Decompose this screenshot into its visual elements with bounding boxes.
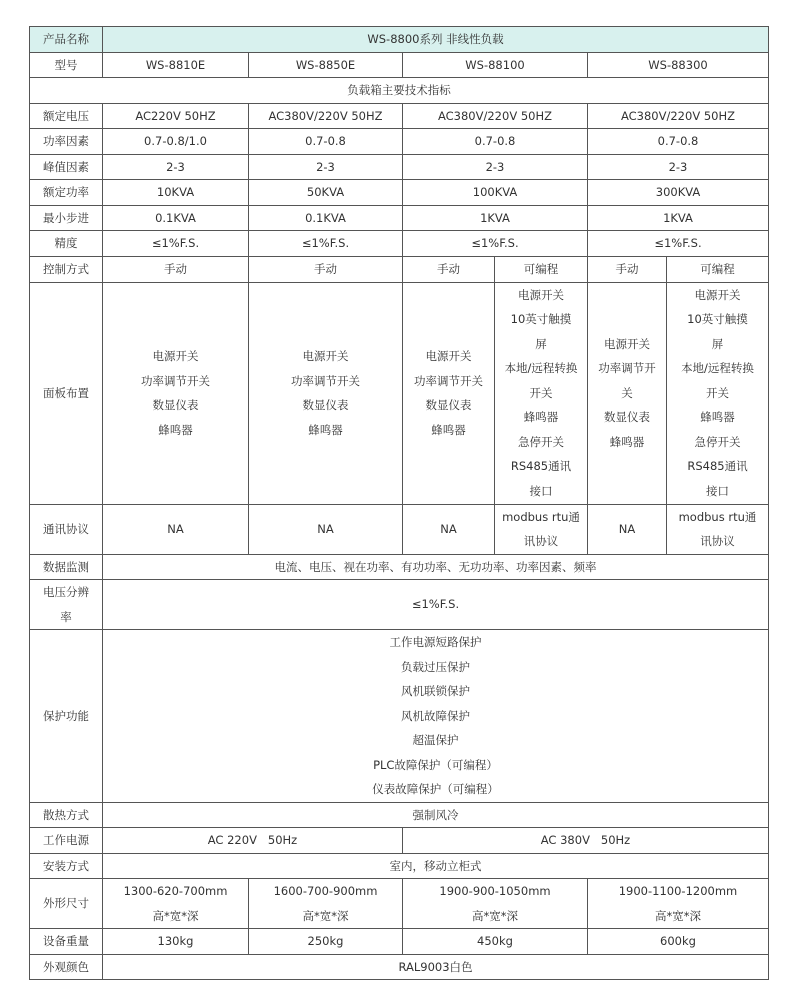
cooling-row	[30, 802, 769, 828]
protection-item: 工作电源短路保护	[389, 635, 482, 649]
min-step-label: 最小步进	[30, 205, 103, 231]
product-name-label: 产品名称	[30, 27, 103, 53]
panel-item: 10英寸触摸	[687, 312, 748, 327]
panel-item: RS485通讯	[510, 459, 572, 474]
panel-item: 接口	[529, 483, 553, 498]
protection-row	[30, 630, 769, 803]
voltage-resolution-row	[30, 580, 769, 630]
weight-cell: 450kg	[403, 929, 588, 955]
voltage-resolution-value: ≤1%F.S.	[103, 580, 769, 630]
power-factor-row	[30, 129, 769, 155]
protocol-line: modbus rtu通	[502, 509, 580, 524]
dimension-note: 高*宽*深	[302, 908, 349, 923]
panel-item: 蜂鸣器	[700, 410, 735, 425]
weight-cell: 600kg	[588, 929, 769, 955]
panel-item: 功率调节开关	[291, 373, 360, 388]
panel-item: 急停开关	[518, 434, 564, 449]
model-label: 型号	[30, 52, 103, 78]
panel-item: 电源开关	[425, 349, 472, 363]
panel-item: 数显仪表	[425, 398, 472, 412]
dimensions-cell	[588, 879, 769, 929]
weight-cell: 130kg	[103, 929, 249, 955]
min-step-cell: 0.1KVA	[103, 205, 249, 231]
voltage-resolution-label	[30, 580, 103, 630]
peak-factor-cell: 2-3	[588, 154, 769, 180]
dimensions-row	[30, 879, 769, 929]
panel-item: 接口	[706, 483, 729, 498]
model-row	[30, 52, 769, 78]
dimension-note: 高*宽*深	[152, 908, 199, 923]
rated-voltage-cell: AC380V/220V 50HZ	[588, 103, 769, 129]
peak-factor-cell: 2-3	[403, 154, 588, 180]
accuracy-cell: ≤1%F.S.	[588, 231, 769, 257]
panel-item: 10英寸触摸	[510, 312, 572, 327]
installation-row	[30, 853, 769, 879]
panel-item: 本地/远程转换	[681, 361, 754, 376]
panel-item: 蜂鸣器	[523, 410, 559, 425]
section-title-row	[30, 78, 769, 104]
comm-protocol-cell	[667, 504, 769, 554]
dimension-size: 1900-1100-1200mm	[618, 884, 738, 898]
min-step-row	[30, 205, 769, 231]
installation-label: 安装方式	[30, 853, 103, 879]
appearance-row	[30, 954, 769, 980]
model-cell: WS-88100	[403, 52, 588, 78]
comm-protocol-cell: NA	[403, 504, 495, 554]
protection-item: 风机故障保护	[401, 708, 470, 723]
rated-voltage-cell: AC380V/220V 50HZ	[249, 103, 403, 129]
rated-power-label: 额定功率	[30, 180, 103, 206]
panel-item: 屏	[535, 336, 547, 351]
peak-factor-cell: 2-3	[249, 154, 403, 180]
accuracy-cell: ≤1%F.S.	[403, 231, 588, 257]
comm-protocol-cell: NA	[103, 504, 249, 554]
control-mode-cell: 手动	[588, 256, 667, 282]
dimension-size: 1900-900-1050mm	[439, 884, 551, 898]
protection-item: PLC故障保护（可编程）	[373, 757, 498, 772]
panel-item: 数显仪表	[302, 398, 349, 412]
panel-layout-cell	[403, 282, 495, 504]
control-mode-row	[30, 256, 769, 282]
panel-item: 电源开关	[152, 349, 199, 363]
rated-voltage-cell: AC380V/220V 50HZ	[403, 103, 588, 129]
rated-power-cell: 10KVA	[103, 180, 249, 206]
control-mode-cell: 手动	[103, 256, 249, 282]
power-factor-cell: 0.7-0.8	[588, 129, 769, 155]
panel-layout-row	[30, 282, 769, 504]
panel-item: 蜂鸣器	[308, 422, 343, 437]
comm-protocol-cell: NA	[588, 504, 667, 554]
power-factor-cell: 0.7-0.8	[403, 129, 588, 155]
control-mode-cell: 可编程	[495, 256, 588, 282]
panel-layout-cell	[495, 282, 588, 504]
section-title: 负载箱主要技术指标	[30, 78, 769, 104]
min-step-cell: 0.1KVA	[249, 205, 403, 231]
panel-layout-cell	[249, 282, 403, 504]
protection-label: 保护功能	[30, 630, 103, 803]
power-factor-cell: 0.7-0.8	[249, 129, 403, 155]
rated-power-cell: 100KVA	[403, 180, 588, 206]
weight-row	[30, 929, 769, 955]
power-factor-label: 功率因素	[30, 129, 103, 155]
product-title: WS-8800系列 非线性负载	[103, 27, 769, 53]
model-cell: WS-8850E	[249, 52, 403, 78]
panel-item: RS485通讯	[687, 459, 748, 474]
appearance-value: RAL9003白色	[103, 954, 769, 980]
control-mode-cell: 手动	[403, 256, 495, 282]
panel-layout-label: 面板布置	[30, 282, 103, 504]
rated-voltage-label: 额定电压	[30, 103, 103, 129]
control-mode-cell: 手动	[249, 256, 403, 282]
protocol-line: 讯协议	[700, 534, 735, 548]
dimension-note: 高*宽*深	[472, 908, 518, 923]
panel-item: 本地/远程转换	[504, 361, 578, 376]
accuracy-cell: ≤1%F.S.	[103, 231, 249, 257]
comm-protocol-row	[30, 504, 769, 554]
rated-voltage-row	[30, 103, 769, 129]
installation-value: 室内，移动立柜式	[103, 853, 769, 879]
panel-item: 蜂鸣器	[609, 434, 645, 449]
rated-power-cell: 300KVA	[588, 180, 769, 206]
data-monitoring-value: 电流、电压、视在功率、有功功率、无功功率、功率因素、频率	[103, 554, 769, 580]
power-supply-label: 工作电源	[30, 828, 103, 854]
panel-item: 功率调节开关	[141, 373, 210, 388]
panel-layout-cell	[667, 282, 769, 504]
protection-item: 负载过压保护	[401, 659, 470, 674]
cooling-value: 强制风冷	[103, 802, 769, 828]
header-row	[30, 27, 769, 53]
dimensions-cell	[249, 879, 403, 929]
rated-voltage-cell: AC220V 50HZ	[103, 103, 249, 129]
panel-item: 功率调节开	[598, 361, 656, 376]
voltage-resolution-label-line: 电压分辨	[43, 585, 89, 599]
dimension-size: 1300-620-700mm	[123, 884, 228, 898]
protocol-line: 讯协议	[523, 534, 559, 548]
panel-item: 蜂鸣器	[431, 422, 466, 437]
panel-item: 开关	[706, 385, 729, 400]
protection-item: 仪表故障保护（可编程）	[372, 782, 499, 796]
protocol-line: modbus rtu通	[678, 509, 757, 524]
peak-factor-label: 峰值因素	[30, 154, 103, 180]
panel-item: 急停开关	[694, 434, 741, 449]
accuracy-label: 精度	[30, 231, 103, 257]
power-supply-cell: AC 380V 50Hz	[403, 828, 769, 854]
comm-protocol-cell: NA	[249, 504, 403, 554]
panel-item: 电源开关	[518, 287, 564, 302]
protection-list	[103, 630, 769, 803]
panel-layout-cell	[103, 282, 249, 504]
model-cell: WS-88300	[588, 52, 769, 78]
cooling-label: 散热方式	[30, 802, 103, 828]
panel-item: 功率调节开关	[414, 373, 483, 388]
control-mode-cell: 可编程	[667, 256, 769, 282]
peak-factor-row	[30, 154, 769, 180]
accuracy-cell: ≤1%F.S.	[249, 231, 403, 257]
appearance-label: 外观颜色	[30, 954, 103, 980]
panel-item: 开关	[529, 385, 553, 400]
control-mode-label: 控制方式	[30, 256, 103, 282]
comm-protocol-label: 通讯协议	[30, 504, 103, 554]
dimension-size: 1600-700-900mm	[273, 884, 378, 898]
weight-cell: 250kg	[249, 929, 403, 955]
panel-item: 电源开关	[302, 349, 349, 363]
weight-label: 设备重量	[30, 929, 103, 955]
accuracy-row	[30, 231, 769, 257]
power-supply-cell: AC 220V 50Hz	[103, 828, 403, 854]
power-factor-cell: 0.7-0.8/1.0	[103, 129, 249, 155]
data-monitoring-label: 数据监测	[30, 554, 103, 580]
protection-item: 超温保护	[412, 733, 459, 747]
rated-power-row	[30, 180, 769, 206]
panel-item: 数显仪表	[152, 398, 199, 412]
panel-item: 蜂鸣器	[158, 422, 193, 437]
voltage-resolution-label-line: 率	[60, 609, 72, 624]
data-monitoring-row	[30, 554, 769, 580]
rated-power-cell: 50KVA	[249, 180, 403, 206]
dimensions-cell	[103, 879, 249, 929]
dimensions-label: 外形尺寸	[30, 879, 103, 929]
panel-item: 电源开关	[604, 336, 650, 351]
dimension-note: 高*宽*深	[655, 908, 701, 923]
peak-factor-cell: 2-3	[103, 154, 249, 180]
panel-item: 关	[621, 385, 633, 400]
panel-item: 数显仪表	[604, 410, 650, 425]
model-cell: WS-8810E	[103, 52, 249, 78]
dimensions-cell	[403, 879, 588, 929]
panel-item: 屏	[711, 336, 724, 351]
panel-layout-cell	[588, 282, 667, 504]
min-step-cell: 1KVA	[403, 205, 588, 231]
min-step-cell: 1KVA	[588, 205, 769, 231]
protection-item: 风机联锁保护	[401, 684, 470, 698]
panel-item: 电源开关	[694, 287, 741, 302]
comm-protocol-cell	[495, 504, 588, 554]
power-supply-row	[30, 828, 769, 854]
spec-table	[29, 26, 769, 980]
